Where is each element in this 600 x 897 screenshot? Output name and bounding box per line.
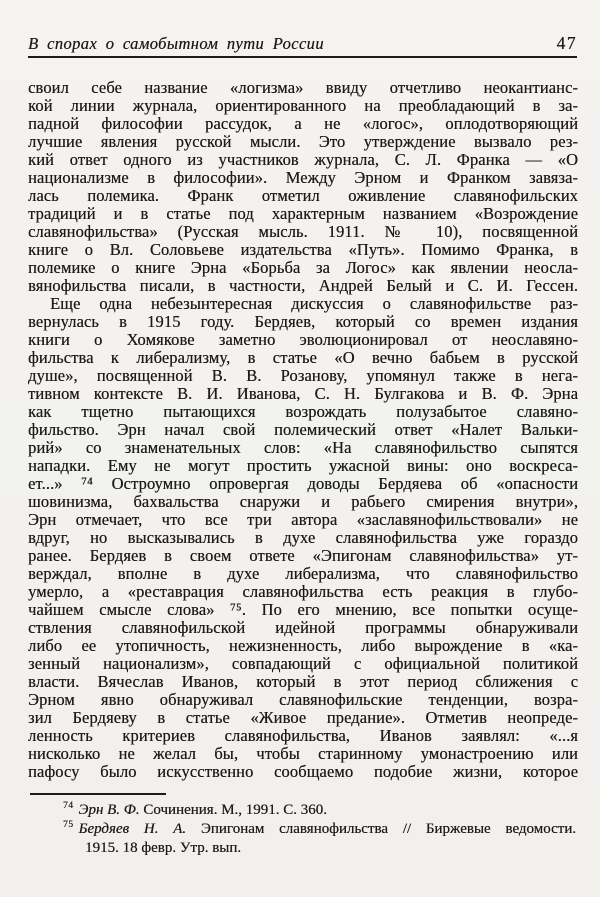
body-line: шовинизма, бахвальства снаружи и рабьего смирения внутри», [28, 492, 578, 511]
body-line: национализме в философии». Между Эрном и Франком завяза- [28, 168, 578, 187]
footnote-line [28, 820, 576, 839]
body-line: как тщетно пытающихся возрождать полузабытое славяно- [28, 402, 578, 421]
body-line: вянофильства писали, в частности, Андрей Белый и С. И. Гессен. [28, 276, 578, 295]
body-text [28, 79, 578, 781]
footnote-text: Сочинения. М., 1991. С. 360. [143, 802, 327, 818]
footnote-text: Эпигонам славянофильства // Биржевые ведомости. [200, 821, 576, 837]
page-number: 47 [556, 33, 577, 53]
body-line: полемике о книге Эрна «Борьба за Логос» как явлении неосла- [28, 258, 578, 277]
header-rule [28, 56, 577, 58]
body-line: душе», посвященной В. В. Розанову, упомянул также в нега- [28, 366, 578, 385]
body-line: Эрн отмечает, что все три автора «заславянофильствовали» не [28, 510, 578, 529]
body-line: зенный национализм», совпадающий с официальной политикой [28, 654, 578, 673]
body-line: пафосу было искусственно сообщаемо подобие жизни, которое [28, 762, 578, 781]
running-title: В спорах о самобытном пути России [28, 34, 324, 53]
footnote-number: 75 [63, 820, 74, 830]
body-line: рий» со знаменательных слов: «На славянофильство сыпятся [28, 438, 578, 457]
body-line: ет...» ⁷⁴ Остроумно опровергая доводы Бердяева об «опасности [28, 474, 578, 493]
body-line: книги о Хомякове заметно эволюционировал от неославяно- [28, 330, 578, 349]
body-line: власти. Вячеслав Иванов, который в этот период сближения с [28, 672, 578, 691]
body-line: Еще одна небезынтересная дискуссия о славянофильстве раз- [50, 294, 578, 313]
body-line: лучшие явления русской мысли. Это утверждение вызвало рез- [28, 132, 578, 151]
body-line: традиций и в статье под характерным названием «Возрождение [28, 204, 578, 223]
body-line: ленность критериев славянофильства, Иванов заявлял: «...я [28, 726, 578, 745]
body-line: нисколько не желал бы, чтобы старинному умонастроению или [28, 744, 578, 763]
body-line: фильство. Эрн начал свой полемический ответ «Налет Вальки- [28, 420, 578, 439]
body-line: вернулась в 1915 году. Бердяев, который со времен издания [28, 312, 578, 331]
footnote-line [28, 801, 576, 820]
running-header [28, 33, 577, 54]
body-line: падной философии рассудок, а не «логос», оплодотворяющий [28, 114, 578, 133]
footnote-number: 74 [63, 801, 74, 811]
footnote-separator [30, 793, 166, 795]
body-line: книге о Вл. Соловьеве издательства «Путь». Помимо Франка, в [28, 240, 578, 259]
body-line: славянофильства» (Русская мысль. 1911. № 10), посвященной [28, 222, 578, 241]
body-line: верждал, вполне в духе либерализма, что славянофильство [28, 564, 578, 583]
body-line: Эрном явно обнаруживал славянофильские тенденции, возра- [28, 690, 578, 709]
body-line: зил Бердяеву в статье «Живое предание». Отметив неопреде- [28, 708, 578, 727]
body-line: чайшем смысле слова» ⁷⁵. По его мнению, все попытки осуще- [28, 600, 578, 619]
body-line: лась полемика. Франк отметил оживление славянофильских [28, 186, 578, 205]
body-line: тивном контексте В. И. Иванова, С. Н. Булгакова и В. Ф. Эрна [28, 384, 578, 403]
footnote-author: Эрн В. Ф. [78, 802, 140, 818]
body-line: кой линии журнала, ориентированного на преобладающий в за- [28, 96, 578, 115]
body-line: ранее. Бердяев в своем ответе «Эпигонам славянофильства» ут- [28, 546, 578, 565]
footnote-74 [28, 801, 576, 820]
footnote-75 [28, 820, 576, 858]
body-line: либо ее утопичность, нежизненность, либо вырождение в «ка- [28, 636, 578, 655]
body-line: кий ответ одного из участников журнала, С. Л. Франка — «О [28, 150, 578, 169]
body-line: нападки. Ему не могут простить ужасной вины: оно воскреса- [28, 456, 578, 475]
body-line: умерло, а «реставрация славянофильства есть реакция в глубо- [28, 582, 578, 601]
body-line: фильства к либерализму, в статье «О вечно бабьем в русской [28, 348, 578, 367]
paragraph [28, 79, 578, 295]
footnote-text-continuation: 1915. 18 февр. Утр. вып. [85, 840, 242, 856]
footnote-author: Бердяев Н. А. [78, 821, 187, 837]
footnotes [28, 801, 576, 858]
paragraph [28, 295, 578, 781]
body-line: вдруг, но высказывались в духе славянофильства уже гораздо [28, 528, 578, 547]
body-line: своил себе название «логизма» ввиду отчетливо неокантианс- [28, 78, 578, 97]
body-line: ствления славянофильской идейной программы обнаруживали [28, 618, 578, 637]
